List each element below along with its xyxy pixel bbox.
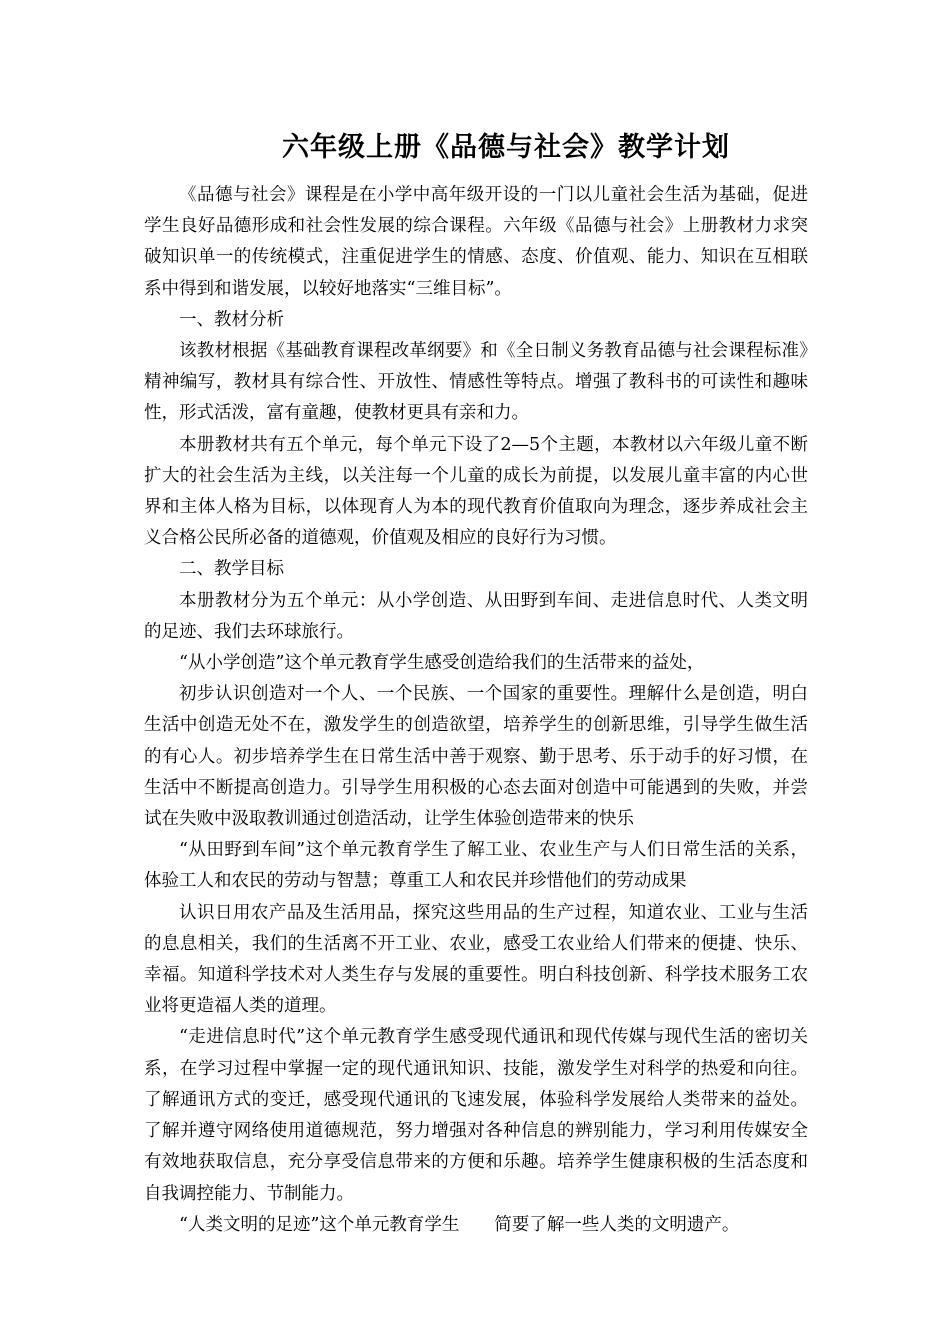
paragraph: “走进信息时代”这个单元教育学生感受现代通讯和现代传媒与现代生活的密切关系，在学习过程中掌握一定的现代通讯知识、技能，激发学生对科学的热爱和向往。了解通讯方式的变迁，感受现代通讯的飞速发展，体验科学发展给人类带来的益处。了解并遵守网络使用道德规范，努力增强对各种信息的辨别能力，学习利用传媒安全有效地获取信息，充分享受信息带来的方便和乐趣。培养学生健康积极的生活态度和自我调控能力、节制能力。 [144,1027,808,1204]
paragraph: “从田野到车间”这个单元教育学生了解工业、农业生产与人们日常生活的关系，体验工人和农民的劳动与智慧；尊重工人和农民并珍惜他们的劳动成果 [144,840,808,892]
paragraph: 本册教材共有五个单元，每个单元下设了2—5个主题，本教材以六年级儿童不断扩大的社会生活为主线，以关注每一个儿童的成长为前提，以发展儿童丰富的内心世界和主体人格为目标，以体现育人为本的现代教育价值取向为理念，逐步养成社会主义合格公民所必备的道德观，价值观及相应的良好行为习惯。 [144,434,808,549]
intro-paragraph: 《品德与社会》课程是在小学中高年级开设的一门以儿童社会生活为基础，促进学生良好品德形成和社会性发展的综合课程。六年级《品德与社会》上册教材力求突破知识单一的传统模式，注重促进学生的情感、态度、价值观、能力、知识在互相联系中得到和谐发展，以较好地落实“三维目标”。 [144,185,808,299]
paragraph: “人类文明的足迹”这个单元教育学生 简要了解一些人类的文明遗产。 [179,1214,740,1235]
paragraph: 该教材根据《基础教育课程改革纲要》和《全日制义务教育品德与社会课程标准》精神编写，教材具有综合性、开放性、情感性等特点。增强了教科书的可读性和趣味性，形式活泼，富有童趣，使教材更具有亲和力。 [144,341,808,424]
document-title: 六年级上册《品德与社会》教学计划 [282,132,730,163]
paragraph: 本册教材分为五个单元：从小学创造、从田野到车间、走进信息时代、人类文明的足迹、我们去环球旅行。 [144,590,808,642]
paragraph: 认识日用农产品及生活用品，探究这些用品的生产过程，知道农业、工业与生活的息息相关，我们的生活离不开工业、农业，感受工农业给人们带来的便捷、快乐、幸福。知道科学技术对人类生存与发展的重要性。明白科技创新、科学技术服务工农业将更造福人类的道理。 [144,902,808,1017]
document-page [144,128,808,1241]
paragraph: 初步认识创造对一个人、一个民族、一个国家的重要性。理解什么是创造，明白生活中创造无处不在，激发学生的创造欲望，培养学生的创新思维，引导学生做生活的有心人。初步培养学生在日常生活中善于观察、勤于思考、乐于动手的好习惯，在生活中不断提高创造力。引导学生用积极的心态去面对创造中可能遇到的失败，并尝试在失败中汲取教训通过创造活动，让学生体验创造带来的快乐 [144,684,808,830]
section-heading-goals: 二、教学目标 [179,559,284,580]
section-heading-materials: 一、教材分析 [179,309,284,330]
paragraph: “从小学创造”这个单元教育学生感受创造给我们的生活带来的益处， [179,653,705,674]
